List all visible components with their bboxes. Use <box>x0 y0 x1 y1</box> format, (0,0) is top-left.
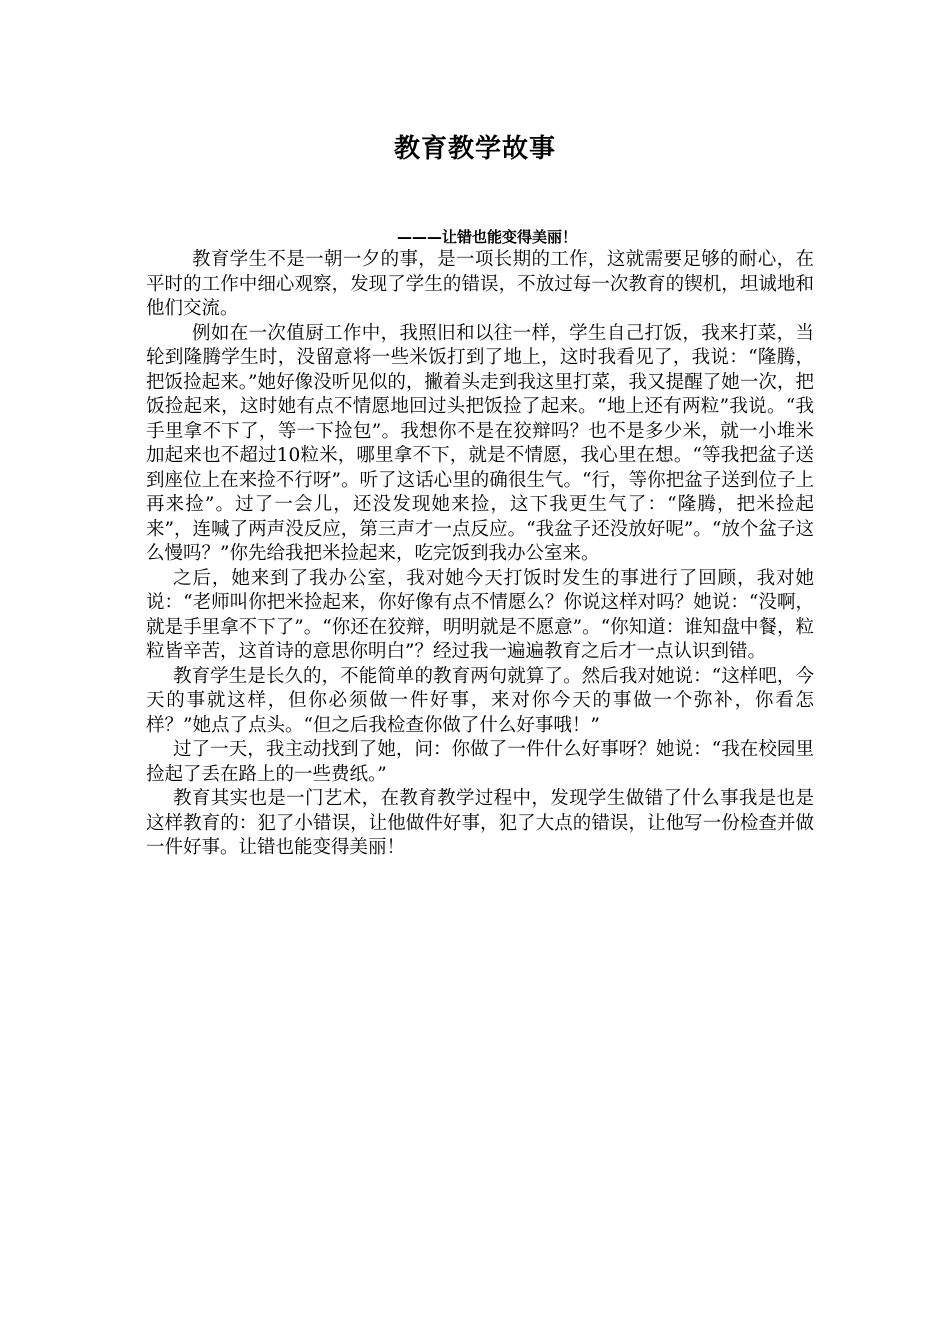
document-title: 教育教学故事 <box>393 134 556 164</box>
paragraph-canteen-story: 例如在一次值厨工作中，我照旧和以往一样，学生自己打饭，我来打菜，当轮到隆腾学生时，没留意将一些米饭打到了地上，这时我看见了，我说：“隆腾，把饭捡起来。”她好像没听见似的，撇着头走到我这里打菜，我又提醒了她一次，把饭捡起来，这时她有点不情愿地回过头把饭捡了起来。“地上还有两粒”我说。“我手里拿不下了，等一下捡包”。我想你不是在狡辩吗？也不是多少米，就一小堆米加起来也不超过10粒米，哪里拿不下，就是不情愿，我心里在想。“等我把盆子送到座位上在来捡不行呀”。听了这话心里的确很生气。“行，等你把盆子送到位子上再来捡”。过了一会儿，还没发现她来捡，这下我更生气了：“隆腾，把米捡起来”，连喊了两声没反应，第三声才一点反应。“我盆子还没放好呢”。“放个盆子这么慢吗？”你先给我把米捡起来，吃完饭到我办公室来。 <box>146 322 814 564</box>
document-body <box>146 248 814 861</box>
paragraph-office-talk: 之后，她来到了我办公室，我对她今天打饭时发生的事进行了回顾，我对她说：“老师叫你把米捡起来，你好像有点不情愿么？你说这样对吗？她说：“没啊，就是手里拿不下了”。“你还在狡辩，明明就是不愿意”。“你知道：谁知盘中餐，粒粒皆辛苦，这首诗的意思你明白”？经过我一遍遍教育之后才一点认识到错。 <box>146 567 814 662</box>
paragraph-conclusion: 教育其实也是一门艺术，在教育教学过程中，发现学生做错了什么事我是也是这样教育的：犯了小错误，让他做件好事，犯了大点的错误，让他写一份检查并做一件好事。让错也能变得美丽！ <box>146 788 814 858</box>
document-subtitle: ———让错也能变得美丽！ <box>397 228 578 246</box>
paragraph-next-day: 过了一天，我主动找到了她，问：你做了一件什么好事呀？她说：“我在校园里捡起了丢在路上的一些费纸。” <box>146 739 814 785</box>
paragraph-good-deed: 教育学生是长久的，不能简单的教育两句就算了。然后我对她说：“这样吧，今天的事就这样，但你必须做一件好事，来对你今天的事做一个弥补，你看怎样？”她点了点头。“但之后我检查你做了什么好事哦！” <box>146 665 814 736</box>
paragraph-intro: 教育学生不是一朝一夕的事，是一项长期的工作，这就需要足够的耐心，在平时的工作中细心观察，发现了学生的错误，不放过每一次教育的锲机，坦诚地和他们交流。 <box>146 249 814 319</box>
